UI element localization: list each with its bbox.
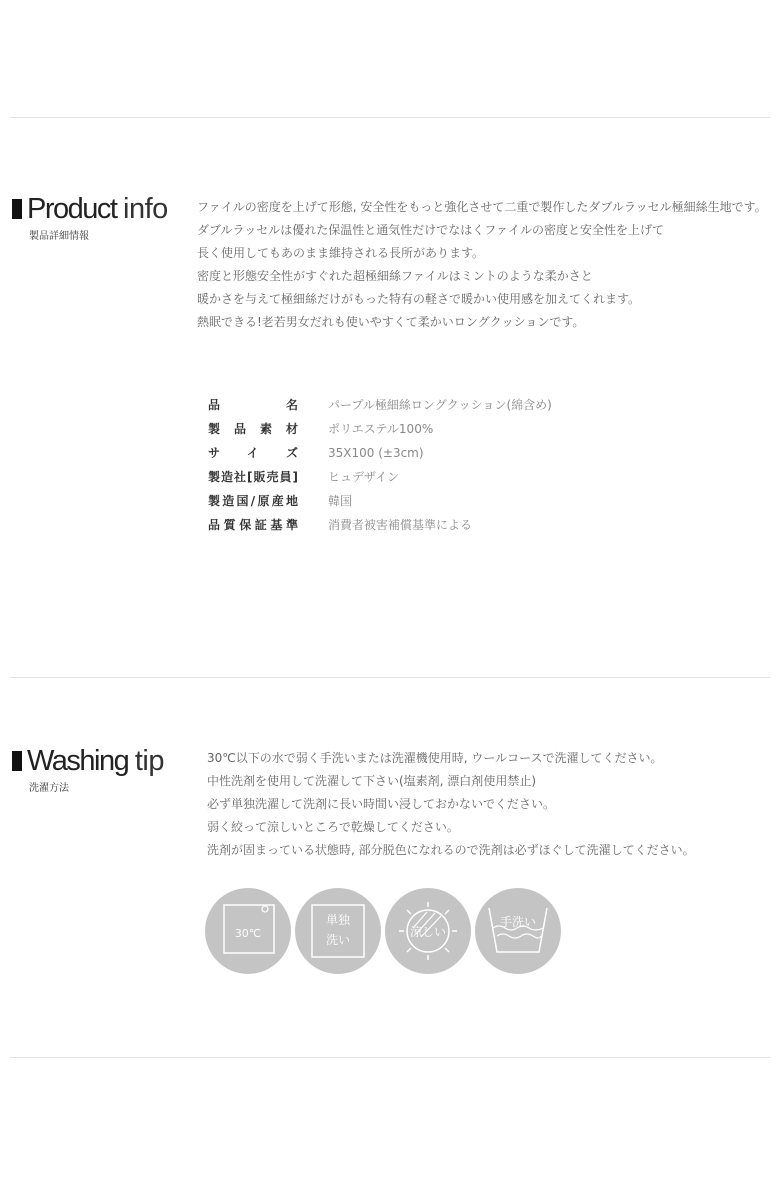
spec-key: 品質保証基準 bbox=[208, 518, 298, 532]
title-bold: Product bbox=[27, 193, 117, 225]
spec-row bbox=[208, 465, 552, 489]
heading-bar bbox=[12, 199, 22, 219]
washing-tip-title bbox=[27, 745, 164, 777]
spec-key: 品名 bbox=[208, 398, 298, 412]
icon-label-line1: 単独 bbox=[325, 913, 350, 927]
spec-row bbox=[208, 393, 552, 417]
product-info-subtitle: 製品詳細情報 bbox=[29, 231, 89, 242]
spec-row bbox=[208, 441, 552, 465]
spec-value: ポリエステル100% bbox=[328, 422, 434, 436]
instruction-line: 洗剤が固まっている状態時, 部分脱色になれるので洗剤は必ずほぐして洗濯してください。 bbox=[207, 843, 695, 857]
instruction-line: 弱く絞って涼しいところで乾燥してください。 bbox=[207, 820, 459, 834]
spec-value: 35X100 (±3cm) bbox=[328, 446, 424, 460]
description-line: 熱眠できる!老若男女だれも使いやすくて柔かいロングクッションです。 bbox=[197, 315, 585, 329]
care-icons bbox=[205, 888, 565, 974]
spec-table bbox=[208, 393, 552, 537]
middle-divider bbox=[10, 677, 770, 678]
icon-label-line2: 洗い bbox=[325, 933, 350, 947]
instruction-line: 中性洗剤を使用して洗濯して下さい(塩素剤, 漂白剤使用禁止) bbox=[207, 774, 536, 788]
description-line: 暖かさを与えて極細絲だけがもった特有の軽さで暖かい使用感を加えてくれます。 bbox=[197, 292, 641, 306]
spec-row bbox=[208, 417, 552, 441]
title-light: tip bbox=[134, 745, 164, 777]
instruction-line: 30℃以下の水で弱く手洗いまたは洗濯機使用時, ウールコースで洗濯してください。 bbox=[207, 751, 663, 765]
heading-bar bbox=[12, 751, 22, 771]
spec-value: ヒュデザイン bbox=[328, 470, 400, 484]
icon-label: 30℃ bbox=[234, 927, 262, 940]
top-divider bbox=[10, 117, 770, 118]
spec-key: 製品素材 bbox=[208, 422, 298, 436]
icon-label: 手洗い bbox=[499, 915, 536, 929]
spec-key: 製造国/原産地 bbox=[208, 494, 298, 508]
hand-wash-icon bbox=[475, 888, 561, 974]
description-line: 長く使用してもあのまま維持される長所があります。 bbox=[197, 246, 485, 260]
description-line: 密度と形態安全性がすぐれた超極細絲ファイルはミントのような柔かさと bbox=[197, 269, 593, 283]
spec-key: 製造社[販売員] bbox=[208, 470, 298, 484]
dry-shade-icon bbox=[385, 888, 471, 974]
instruction-line: 必ず単独洗濯して洗剤に長い時間い浸しておかないでください。 bbox=[207, 797, 556, 811]
wash-separately-icon bbox=[295, 888, 381, 974]
title-light: info bbox=[123, 193, 168, 225]
icon-label: 涼しい bbox=[409, 925, 446, 939]
spec-value: 消費者被害補償基準による bbox=[328, 518, 473, 532]
bottom-divider bbox=[10, 1057, 770, 1058]
spec-value: パープル極細絲ロングクッション(綿含め) bbox=[328, 398, 552, 412]
spec-value: 韓国 bbox=[328, 494, 353, 508]
icon-label bbox=[295, 910, 381, 950]
product-info-title bbox=[27, 193, 168, 225]
washing-instructions bbox=[207, 747, 695, 862]
spec-row bbox=[208, 513, 552, 537]
description-line: ファイルの密度を上げて形態, 安全性をもっと強化させて二重で製作したダブルラッセル極細絲生地です。 bbox=[197, 200, 767, 214]
title-bold: Washing bbox=[27, 745, 129, 777]
washing-tip-subtitle: 洗濯方法 bbox=[29, 783, 69, 794]
spec-row bbox=[208, 489, 552, 513]
machine-30-icon bbox=[205, 888, 291, 974]
description-line: ダブルラッセルは優れた保温性と通気性だけでなはくファイルの密度と安全性を上げて bbox=[197, 223, 665, 237]
spec-key: サイズ bbox=[208, 446, 298, 460]
product-description bbox=[197, 196, 767, 334]
